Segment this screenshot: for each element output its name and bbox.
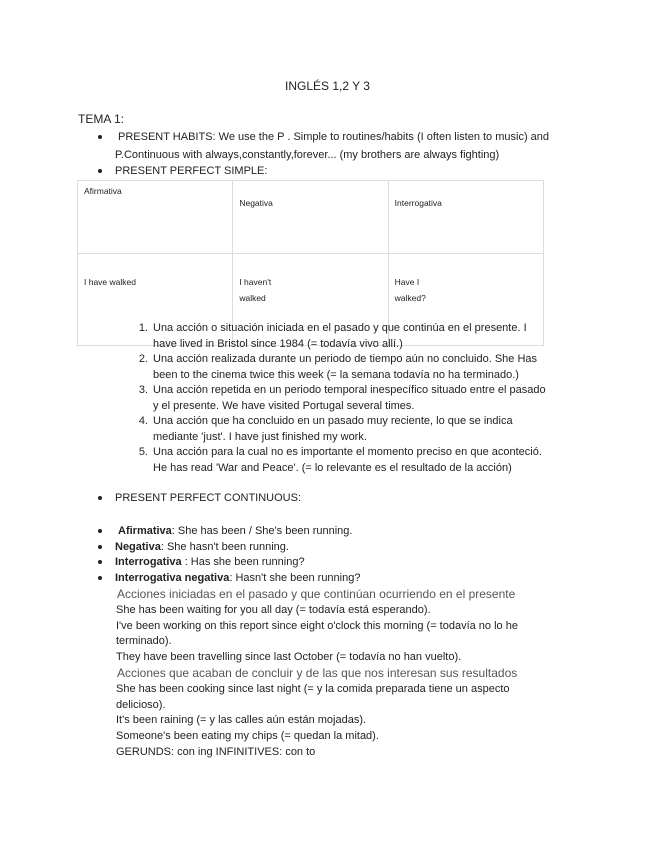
form-item [118, 524, 352, 538]
bullet-icon [98, 169, 102, 173]
list-number: 5. [138, 446, 148, 458]
note-line: She has been cooking since last night (= y la comida preparada tiene un aspecto [116, 682, 510, 695]
form-label: Negativa [115, 540, 161, 553]
cell-text: I haven't [239, 277, 272, 287]
cell-text: I have walked [84, 277, 136, 287]
use-line: Una acción repetida en un periodo temporal inespecífico situado entre el pasado [153, 384, 546, 396]
use-line: been to the cinema twice this week (= la semana todavía no ha terminado.) [153, 368, 519, 381]
habits-line-2: P.Continuous with always,constantly,forever... (my brothers are always fighting) [115, 149, 500, 161]
note-line: She has been waiting for you all day (= todavía está esperando). [116, 603, 431, 616]
form-example: : She has been / She's been running. [171, 525, 353, 537]
note-line: It's been raining (= y las calles aún están mojadas). [116, 714, 367, 727]
form-item [115, 555, 305, 569]
bullet-icon [98, 135, 102, 139]
use-line: He has read 'War and Peace'. (= lo relevante es el resultado de la acción) [153, 461, 512, 474]
form-label: Interrogativa negativa [115, 572, 230, 585]
table-header-cell: Interrogativa [388, 181, 543, 254]
bullet-icon [98, 545, 102, 549]
habits-line-1: PRESENT HABITS: We use the P . Simple to routines/habits (I often listen to music) and [118, 131, 550, 143]
use-line: y el presente. We have visited Portugal several times. [153, 399, 415, 412]
list-number: 1. [138, 322, 148, 334]
cell-text: Have I [394, 277, 420, 287]
ppc-heading: PRESENT PERFECT CONTINUOUS: [115, 492, 302, 504]
pps-heading: PRESENT PERFECT SIMPLE: [115, 165, 268, 177]
use-line: Una acción que ha concluido en un pasado muy reciente, lo que se indica [153, 415, 513, 427]
note-subheading: Acciones que acaban de concluir y de las que nos interesan sus resultados [117, 666, 518, 680]
bullet-icon [98, 576, 102, 580]
cell-text: walked? [394, 293, 426, 303]
cell-text: walked [239, 293, 266, 303]
note-line: I've been working on this report since eight o'clock this morning (= todavía no lo he [116, 619, 518, 632]
bullet-icon [98, 496, 102, 500]
use-line: have lived in Bristol since 1984 (= todavía vivo allí.) [153, 337, 403, 350]
bullet-icon [98, 560, 102, 564]
form-example: : She hasn't been running. [160, 540, 289, 553]
list-number: 4. [138, 415, 148, 427]
form-label: Interrogativa [115, 556, 182, 569]
list-number: 3. [138, 384, 148, 396]
bullet-icon [98, 529, 102, 533]
form-example: : Hasn't she been running? [229, 572, 361, 585]
note-line: delicioso). [116, 698, 166, 711]
note-line: terminado). [116, 635, 172, 648]
form-item [115, 540, 289, 554]
use-line: Una acción realizada durante un periodo de tiempo aún no concluido. She Has [153, 353, 538, 365]
list-number: 2. [138, 353, 148, 365]
table-header-cell: Negativa [233, 181, 388, 254]
note-line: Someone's been eating my chips (= quedan la mitad). [116, 730, 379, 743]
form-example: : Has she been running? [181, 556, 305, 569]
use-line: Una acción o situación iniciada en el pasado y que continúa en el presente. I [153, 322, 527, 334]
form-label: Afirmativa [118, 525, 172, 537]
form-item [115, 571, 360, 585]
note-subheading: Acciones iniciadas en el pasado y que continúan ocurriendo en el presente [117, 587, 516, 601]
section-heading: TEMA 1: [78, 112, 125, 126]
note-line: They have been travelling since last October (= todavía no han vuelto). [116, 651, 462, 664]
use-line: Una acción para la cual no es importante el momento preciso en que aconteció. [153, 446, 542, 458]
note-line: GERUNDS: con ing INFINITIVES: con to [116, 746, 316, 758]
document-title: INGLÉS 1,2 Y 3 [285, 79, 370, 93]
table-header-cell: Afirmativa [78, 181, 233, 254]
use-line: mediante 'just'. I have just finished my work. [153, 430, 367, 443]
